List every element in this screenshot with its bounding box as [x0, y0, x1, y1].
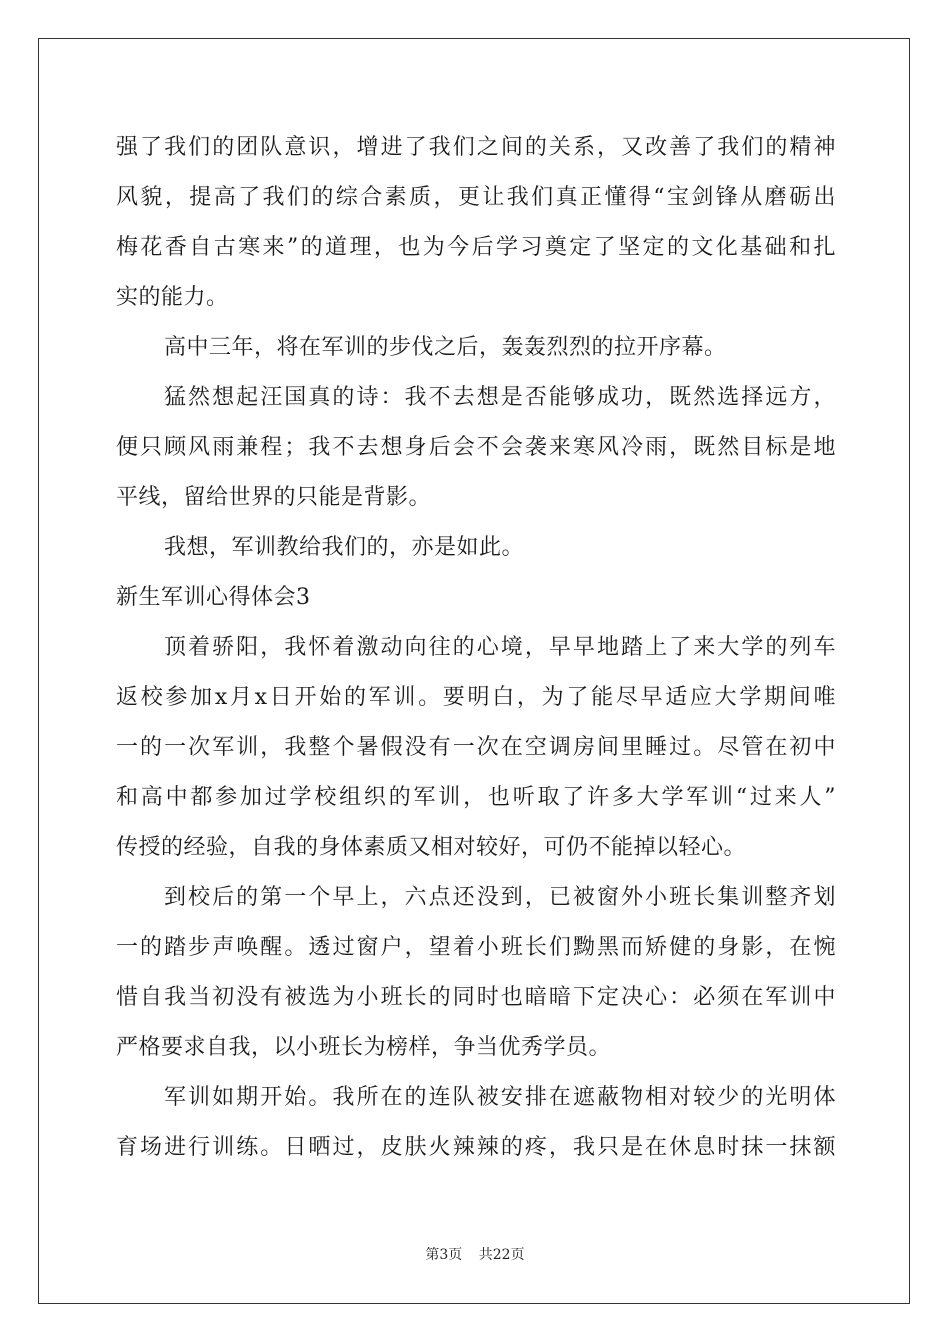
text-line: 高中三年，将在军训的步伐之后，轰轰烈烈的拉开序幕。: [164, 335, 727, 360]
page-footer: [0, 1244, 950, 1264]
text-line: 惜自我当初没有被选为小班长的同时也暗暗下定决心：必须在军训中: [116, 985, 836, 1010]
text-line: 和高中都参加过学校组织的军训，也听取了许多大学军训“过来人”: [116, 785, 836, 810]
text-line: 顶着骄阳，我怀着激动向往的心境，早早地踏上了来大学的列车: [164, 635, 836, 660]
text-line: 强了我们的团队意识，增进了我们之间的关系，又改善了我们的精神: [116, 135, 836, 160]
text-line: 严格要求自我，以小班长为榜样，争当优秀学员。: [116, 1035, 612, 1060]
text-line: 到校后的第一个早上，六点还没到，已被窗外小班长集训整齐划: [164, 885, 836, 910]
text-line: 猛然想起汪国真的诗：我不去想是否能够成功，既然选择远方，: [164, 385, 836, 410]
text-line: 传授的经验，自我的身体素质又相对较好，可仍不能掉以轻心。: [116, 835, 747, 860]
text-line: 实的能力。: [116, 285, 229, 310]
document-body: [116, 123, 836, 1173]
text-line: 便只顾风雨兼程；我不去想身后会不会袭来寒风冷雨，既然目标是地: [116, 435, 836, 460]
text-line: 风貌，提高了我们的综合素质，更让我们真正懂得“宝剑锋从磨砺出: [116, 185, 836, 210]
section-heading: 新生军训心得体会3: [116, 585, 311, 610]
text-line: 梅花香自古寒来”的道理，也为今后学习奠定了坚定的文化基础和扎: [116, 235, 836, 260]
text-line: 军训如期开始。我所在的连队被安排在遮蔽物相对较少的光明体: [164, 1085, 836, 1110]
text-line: 育场进行训练。日晒过，皮肤火辣辣的疼，我只是在休息时抹一抹额: [116, 1135, 836, 1160]
page-total: 共22页: [478, 1247, 525, 1263]
text-line: 返校参加x月x日开始的军训。要明白，为了能尽早适应大学期间唯: [116, 685, 836, 710]
text-line: 我想，军训教给我们的，亦是如此。: [164, 535, 525, 560]
text-line: 一的踏步声唤醒。透过窗户，望着小班长们黝黑而矫健的身影，在惋: [116, 935, 836, 960]
text-line: 平线，留给世界的只能是背影。: [116, 485, 432, 510]
text-line: 一的一次军训，我整个暑假没有一次在空调房间里睡过。尽管在初中: [116, 735, 836, 760]
page-number: 第3页: [425, 1247, 463, 1263]
